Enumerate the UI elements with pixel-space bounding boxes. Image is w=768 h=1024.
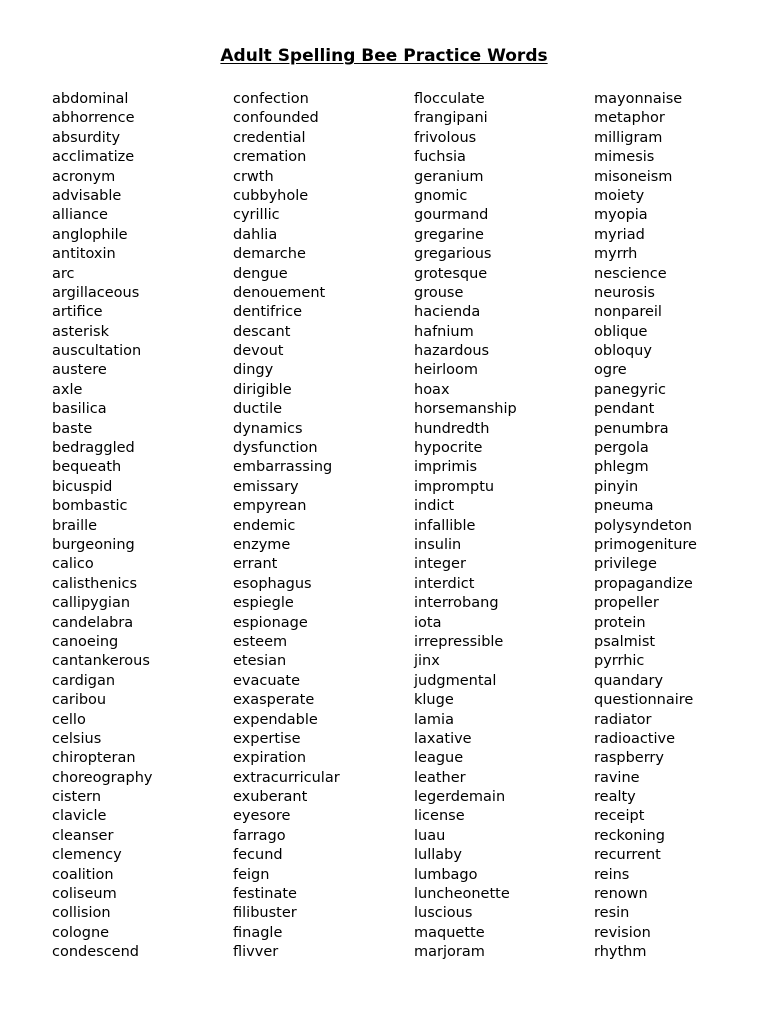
word-item: heirloom: [414, 362, 478, 379]
word-column-4: [594, 90, 697, 963]
word-item: cello: [52, 711, 86, 728]
word-item: coalition: [52, 866, 114, 883]
word-item: nescience: [594, 265, 667, 282]
word-item: metaphor: [594, 110, 665, 127]
word-item: reins: [594, 866, 630, 883]
word-item: hafnium: [414, 323, 474, 340]
word-item: axle: [52, 381, 83, 398]
word-item: fecund: [233, 847, 283, 864]
word-item: gregarious: [414, 246, 492, 263]
word-item: phlegm: [594, 459, 649, 476]
word-item: rhythm: [594, 944, 647, 961]
word-item: indict: [414, 498, 455, 515]
word-item: frivolous: [414, 129, 477, 146]
word-item: asterisk: [52, 323, 109, 340]
word-item: hundredth: [414, 420, 490, 437]
word-item: league: [414, 750, 464, 767]
word-item: endemic: [233, 517, 296, 534]
word-column-1: [52, 90, 153, 963]
word-item: dahlia: [233, 226, 278, 243]
word-item: polysyndeton: [594, 517, 692, 534]
word-item: myopia: [594, 207, 648, 224]
word-item: judgmental: [414, 672, 497, 689]
word-item: primogeniture: [594, 536, 697, 553]
word-item: chiropteran: [52, 750, 136, 767]
word-item: demarche: [233, 246, 306, 263]
word-item: arc: [52, 265, 75, 282]
word-item: finagle: [233, 924, 283, 941]
word-item: legerdemain: [414, 789, 506, 806]
word-item: protein: [594, 614, 646, 631]
word-item: cubbyhole: [233, 187, 309, 204]
word-item: frangipani: [414, 110, 488, 127]
word-item: milligram: [594, 129, 663, 146]
word-item: grotesque: [414, 265, 488, 282]
word-item: recurrent: [594, 847, 661, 864]
word-item: evacuate: [233, 672, 301, 689]
word-item: laxative: [414, 730, 472, 747]
word-item: extracurricular: [233, 769, 340, 786]
word-item: basilica: [52, 401, 107, 418]
word-item: bequeath: [52, 459, 122, 476]
word-item: maquette: [414, 924, 485, 941]
word-item: ravine: [594, 769, 640, 786]
word-item: exuberant: [233, 789, 308, 806]
word-item: bombastic: [52, 498, 128, 515]
word-item: acclimatize: [52, 149, 135, 166]
word-item: marjoram: [414, 944, 485, 961]
word-item: expendable: [233, 711, 318, 728]
word-item: auscultation: [52, 343, 142, 360]
word-item: horsemanship: [414, 401, 517, 418]
word-item: etesian: [233, 653, 287, 670]
word-item: infallible: [414, 517, 476, 534]
word-item: flivver: [233, 944, 279, 961]
word-item: propagandize: [594, 575, 693, 592]
word-item: luncheonette: [414, 886, 510, 903]
word-item: expiration: [233, 750, 307, 767]
word-item: calico: [52, 556, 94, 573]
word-item: irrepressible: [414, 633, 504, 650]
word-item: collision: [52, 905, 111, 922]
word-item: gourmand: [414, 207, 489, 224]
word-item: myriad: [594, 226, 645, 243]
word-item: condescend: [52, 944, 139, 961]
word-item: geranium: [414, 168, 484, 185]
word-item: fuchsia: [414, 149, 466, 166]
word-item: abhorrence: [52, 110, 135, 127]
word-item: radioactive: [594, 730, 676, 747]
word-item: luau: [414, 827, 446, 844]
word-item: austere: [52, 362, 107, 379]
word-item: impromptu: [414, 478, 495, 495]
word-item: raspberry: [594, 750, 664, 767]
word-item: alliance: [52, 207, 108, 224]
word-item: receipt: [594, 808, 645, 825]
word-item: confounded: [233, 110, 319, 127]
word-item: hypocrite: [414, 440, 483, 457]
word-item: farrago: [233, 827, 286, 844]
word-item: canoeing: [52, 633, 119, 650]
word-item: anglophile: [52, 226, 128, 243]
word-item: braille: [52, 517, 98, 534]
word-item: license: [414, 808, 465, 825]
word-item: iota: [414, 614, 442, 631]
word-item: enzyme: [233, 536, 291, 553]
word-item: hacienda: [414, 304, 481, 321]
word-item: neurosis: [594, 284, 655, 301]
word-item: lullaby: [414, 847, 462, 864]
word-item: mimesis: [594, 149, 655, 166]
word-item: crwth: [233, 168, 274, 185]
word-item: filibuster: [233, 905, 297, 922]
word-item: argillaceous: [52, 284, 140, 301]
word-item: expertise: [233, 730, 301, 747]
word-item: pneuma: [594, 498, 654, 515]
word-item: dengue: [233, 265, 288, 282]
word-item: panegyric: [594, 381, 666, 398]
word-item: emissary: [233, 478, 299, 495]
word-item: grouse: [414, 284, 464, 301]
word-item: cantankerous: [52, 653, 150, 670]
word-item: choreography: [52, 769, 153, 786]
word-item: resin: [594, 905, 630, 922]
word-item: bicuspid: [52, 478, 113, 495]
word-item: credential: [233, 129, 306, 146]
word-item: dingy: [233, 362, 274, 379]
word-item: quandary: [594, 672, 664, 689]
page-title: Adult Spelling Bee Practice Words: [220, 46, 548, 66]
word-item: leather: [414, 769, 466, 786]
word-item: baste: [52, 420, 93, 437]
word-column-3: [414, 90, 517, 963]
word-item: feign: [233, 866, 270, 883]
word-item: dysfunction: [233, 440, 318, 457]
word-item: pyrrhic: [594, 653, 645, 670]
word-item: dentifrice: [233, 304, 303, 321]
word-item: questionnaire: [594, 692, 694, 709]
word-item: cremation: [233, 149, 307, 166]
word-item: gregarine: [414, 226, 484, 243]
word-item: hazardous: [414, 343, 490, 360]
word-item: penumbra: [594, 420, 669, 437]
word-item: nonpareil: [594, 304, 662, 321]
word-item: ogre: [594, 362, 627, 379]
word-item: insulin: [414, 536, 462, 553]
word-item: callipygian: [52, 595, 131, 612]
word-item: absurdity: [52, 129, 121, 146]
word-item: errant: [233, 556, 278, 573]
word-item: antitoxin: [52, 246, 116, 263]
word-item: advisable: [52, 187, 122, 204]
word-item: gnomic: [414, 187, 468, 204]
word-item: confection: [233, 91, 309, 107]
word-item: interrobang: [414, 595, 499, 612]
word-item: esteem: [233, 633, 288, 650]
word-item: clavicle: [52, 808, 107, 825]
word-item: celsius: [52, 730, 102, 747]
word-item: embarrassing: [233, 459, 333, 476]
word-item: espionage: [233, 614, 308, 631]
word-item: propeller: [594, 595, 659, 612]
word-item: dirigible: [233, 381, 292, 398]
word-item: empyrean: [233, 498, 307, 515]
word-item: exasperate: [233, 692, 315, 709]
word-item: myrrh: [594, 246, 638, 263]
word-item: denouement: [233, 284, 326, 301]
word-item: eyesore: [233, 808, 291, 825]
word-item: radiator: [594, 711, 652, 728]
word-item: oblique: [594, 323, 648, 340]
word-item: mayonnaise: [594, 91, 683, 107]
word-item: obloquy: [594, 343, 652, 360]
word-item: pinyin: [594, 478, 639, 495]
word-item: festinate: [233, 886, 297, 903]
word-item: pergola: [594, 440, 649, 457]
word-item: moiety: [594, 187, 645, 204]
word-item: flocculate: [414, 91, 485, 107]
word-item: acronym: [52, 168, 116, 185]
word-item: integer: [414, 556, 466, 573]
word-item: cologne: [52, 924, 110, 941]
word-item: dynamics: [233, 420, 303, 437]
word-item: bedraggled: [52, 440, 135, 457]
word-item: privilege: [594, 556, 657, 573]
word-item: psalmist: [594, 633, 656, 650]
word-item: espiegle: [233, 595, 294, 612]
word-item: devout: [233, 343, 284, 360]
word-item: candelabra: [52, 614, 134, 631]
word-item: cardigan: [52, 672, 116, 689]
word-item: clemency: [52, 847, 122, 864]
word-item: descant: [233, 323, 291, 340]
word-item: esophagus: [233, 575, 312, 592]
word-item: jinx: [414, 653, 440, 670]
word-item: hoax: [414, 381, 450, 398]
word-item: misoneism: [594, 168, 673, 185]
word-item: caribou: [52, 692, 107, 709]
word-item: luscious: [414, 905, 473, 922]
word-column-2: [233, 90, 340, 963]
word-item: cistern: [52, 789, 102, 806]
word-item: coliseum: [52, 886, 117, 903]
word-item: burgeoning: [52, 536, 135, 553]
word-item: lamia: [414, 711, 454, 728]
word-item: kluge: [414, 692, 454, 709]
word-item: ductile: [233, 401, 283, 418]
word-item: cyrillic: [233, 207, 280, 224]
word-item: realty: [594, 789, 636, 806]
word-item: lumbago: [414, 866, 478, 883]
word-item: interdict: [414, 575, 475, 592]
word-item: pendant: [594, 401, 655, 418]
word-item: calisthenics: [52, 575, 138, 592]
word-item: revision: [594, 924, 651, 941]
word-item: abdominal: [52, 91, 129, 107]
word-item: artifice: [52, 304, 103, 321]
word-item: reckoning: [594, 827, 665, 844]
word-item: imprimis: [414, 459, 478, 476]
word-item: renown: [594, 886, 648, 903]
word-item: cleanser: [52, 827, 114, 844]
